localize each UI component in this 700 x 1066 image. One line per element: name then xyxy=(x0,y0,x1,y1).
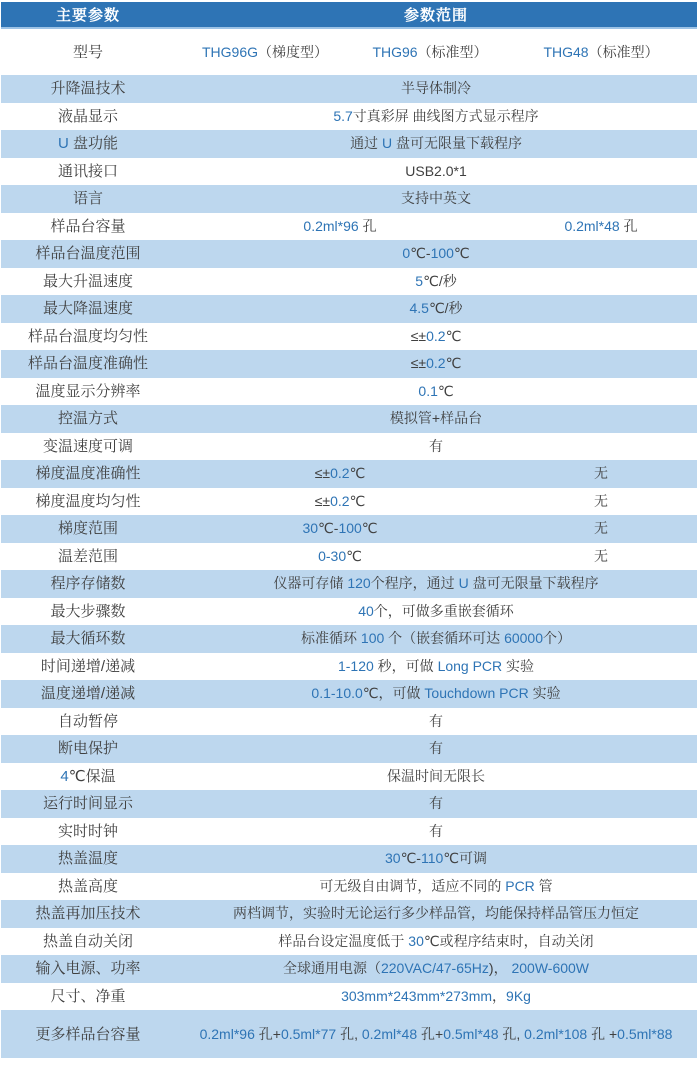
param-label: 通讯接口 xyxy=(57,162,118,180)
param-value-right: 无 xyxy=(594,547,609,564)
param-label: 升降温技术 xyxy=(50,80,126,98)
param-value-left: ≤±0.2℃ xyxy=(314,465,366,482)
param-label: 最大升温速度 xyxy=(42,272,133,290)
param-value-left: 30℃-100℃ xyxy=(302,520,378,537)
param-value-model-1: THG96G（梯度型） xyxy=(201,43,328,60)
table-row xyxy=(1,653,697,681)
table-row xyxy=(1,185,697,213)
table-row xyxy=(1,790,697,818)
param-label: 温度显示分辨率 xyxy=(35,382,141,400)
param-value: 303mm*243mm*273mm，9Kg xyxy=(341,987,531,1004)
param-label: 语言 xyxy=(72,190,103,208)
param-value: 模拟管+样品台 xyxy=(389,410,483,427)
param-value: ≤±0.2℃ xyxy=(410,355,462,372)
param-value: 有 xyxy=(429,437,444,454)
table-header xyxy=(1,2,697,28)
table-row xyxy=(1,955,697,983)
table-row-split xyxy=(1,515,697,543)
param-label: 最大循环数 xyxy=(50,630,126,648)
param-label: 样品台容量 xyxy=(50,217,126,235)
table-row xyxy=(1,1010,697,1058)
param-value-right: 0.2ml*48 孔 xyxy=(564,217,638,234)
header-main-params: 主要参数 xyxy=(1,2,175,28)
param-value-right: 无 xyxy=(594,465,609,482)
param-label: 热盖温度 xyxy=(57,850,118,868)
param-label: 最大步骤数 xyxy=(50,602,126,620)
param-label: 温差范围 xyxy=(57,547,118,565)
table-row xyxy=(1,295,697,323)
header-row xyxy=(1,2,697,28)
table-row xyxy=(1,598,697,626)
param-value: 30℃-110℃可调 xyxy=(385,850,488,867)
param-value: 0℃-100℃ xyxy=(402,245,470,262)
param-label: 控温方式 xyxy=(57,410,118,428)
param-value: 0.1-10.0℃，可做 Touchdown PCR 实验 xyxy=(311,685,561,702)
param-value-right: 无 xyxy=(594,492,609,509)
table-row xyxy=(1,433,697,461)
table-row xyxy=(1,845,697,873)
param-value: 0.1℃ xyxy=(418,382,454,399)
param-value-right: 无 xyxy=(594,520,609,537)
param-value: 仪器可存储 120个程序，通过 U 盘可无限量下载程序 xyxy=(273,575,599,592)
param-value: 半导体制冷 xyxy=(401,80,472,97)
table-row-split xyxy=(1,213,697,241)
table-row-split xyxy=(1,488,697,516)
param-label: 梯度温度准确性 xyxy=(35,465,141,483)
param-label: 自动暂停 xyxy=(57,712,118,730)
table-row xyxy=(1,268,697,296)
table-row xyxy=(1,350,697,378)
param-value: 5.7寸真彩屏 曲线图方式显示程序 xyxy=(333,107,539,124)
param-value: 40个，可做多重嵌套循环 xyxy=(358,602,514,619)
param-value: 样品台设定温度低于 30℃或程序结束时，自动关闭 xyxy=(278,932,594,949)
table-row xyxy=(1,405,697,433)
param-label: 输入电源、功率 xyxy=(35,960,141,978)
param-value: 全球通用电源（220VAC/47-65Hz)， 200W-600W xyxy=(282,960,590,977)
param-value: 有 xyxy=(429,712,444,729)
param-value-left: ≤±0.2℃ xyxy=(314,492,366,509)
table-row xyxy=(1,900,697,928)
param-value: 有 xyxy=(429,822,444,839)
table-row-split xyxy=(1,543,697,571)
param-label: 液晶显示 xyxy=(57,107,118,125)
param-value-model-3 xyxy=(505,28,697,75)
table-row xyxy=(1,158,697,186)
param-label: 变温速度可调 xyxy=(42,437,133,455)
table-row xyxy=(1,763,697,791)
table-row xyxy=(1,708,697,736)
param-label: 梯度范围 xyxy=(57,520,118,538)
param-value: 可无级自由调节，适应不同的 PCR 管 xyxy=(319,877,553,894)
param-value: 有 xyxy=(429,740,444,757)
table-row xyxy=(1,735,697,763)
param-label: 温度递增/递减 xyxy=(40,685,136,703)
table-row xyxy=(1,75,697,103)
table-row-split xyxy=(1,460,697,488)
param-label: 最大降温速度 xyxy=(42,300,133,318)
table-row xyxy=(1,103,697,131)
param-value: 通过 U 盘可无限量下载程序 xyxy=(350,135,522,152)
param-value: 0.2ml*96 孔+0.5ml*77 孔, 0.2ml*48 孔+0.5ml*48 孔, 0.2ml*108 孔 +0.5ml*88 xyxy=(199,1025,673,1042)
table-row xyxy=(1,680,697,708)
table-row xyxy=(1,240,697,268)
param-label: 热盖再加压技术 xyxy=(35,905,141,923)
param-label: 型号 xyxy=(72,43,103,61)
table-row xyxy=(1,625,697,653)
param-label: 热盖自动关闭 xyxy=(42,932,133,950)
param-label: 样品台温度准确性 xyxy=(27,355,148,373)
param-value-left: 0-30℃ xyxy=(318,547,362,564)
param-value-model-3-text: THG48（标准型） xyxy=(543,44,659,60)
param-label: 断电保护 xyxy=(57,740,118,758)
table-row xyxy=(1,928,697,956)
param-value: 两档调节，实验时无论运行多少样品管，均能保持样品管压力恒定 xyxy=(233,905,640,922)
param-value-left: 0.2ml*96 孔 xyxy=(303,217,377,234)
table-row xyxy=(1,130,697,158)
param-value: 有 xyxy=(429,795,444,812)
header-param-range: 参数范围 xyxy=(175,2,697,28)
table-row-model xyxy=(1,28,697,75)
param-value: 1-120 秒，可做 Long PCR 实验 xyxy=(337,657,535,674)
param-value: 支持中英文 xyxy=(401,190,472,207)
param-value: USB2.0*1 xyxy=(405,162,467,179)
table-row xyxy=(1,873,697,901)
table-row xyxy=(1,818,697,846)
table-row xyxy=(1,323,697,351)
table-row xyxy=(1,570,697,598)
param-label: 4℃保温 xyxy=(60,767,116,785)
param-label: 运行时间显示 xyxy=(42,795,133,813)
param-value: 5℃/秒 xyxy=(415,272,457,289)
table-row xyxy=(1,378,697,406)
param-label: 尺寸、净重 xyxy=(50,987,126,1005)
param-value-model-2: THG96（标准型） xyxy=(372,43,488,60)
param-label: 程序存储数 xyxy=(50,575,126,593)
table-body xyxy=(1,28,697,1058)
table-row xyxy=(1,983,697,1011)
param-label: 梯度温度均匀性 xyxy=(35,492,141,510)
param-value: 标准循环 100 个（嵌套循环可达 60000个） xyxy=(301,630,571,647)
param-value: 保温时间无限长 xyxy=(387,767,486,784)
param-value: 4.5℃/秒 xyxy=(409,300,463,317)
param-label: 样品台温度均匀性 xyxy=(27,327,148,345)
param-label: 时间递增/递减 xyxy=(40,657,136,675)
param-value: ≤±0.2℃ xyxy=(410,327,462,344)
param-label: 实时时钟 xyxy=(57,822,118,840)
param-label: U 盘功能 xyxy=(57,135,118,153)
param-label: 样品台温度范围 xyxy=(35,245,141,263)
param-label: 热盖高度 xyxy=(57,877,118,895)
param-label: 更多样品台容量 xyxy=(35,1025,141,1043)
spec-table xyxy=(1,2,697,1058)
